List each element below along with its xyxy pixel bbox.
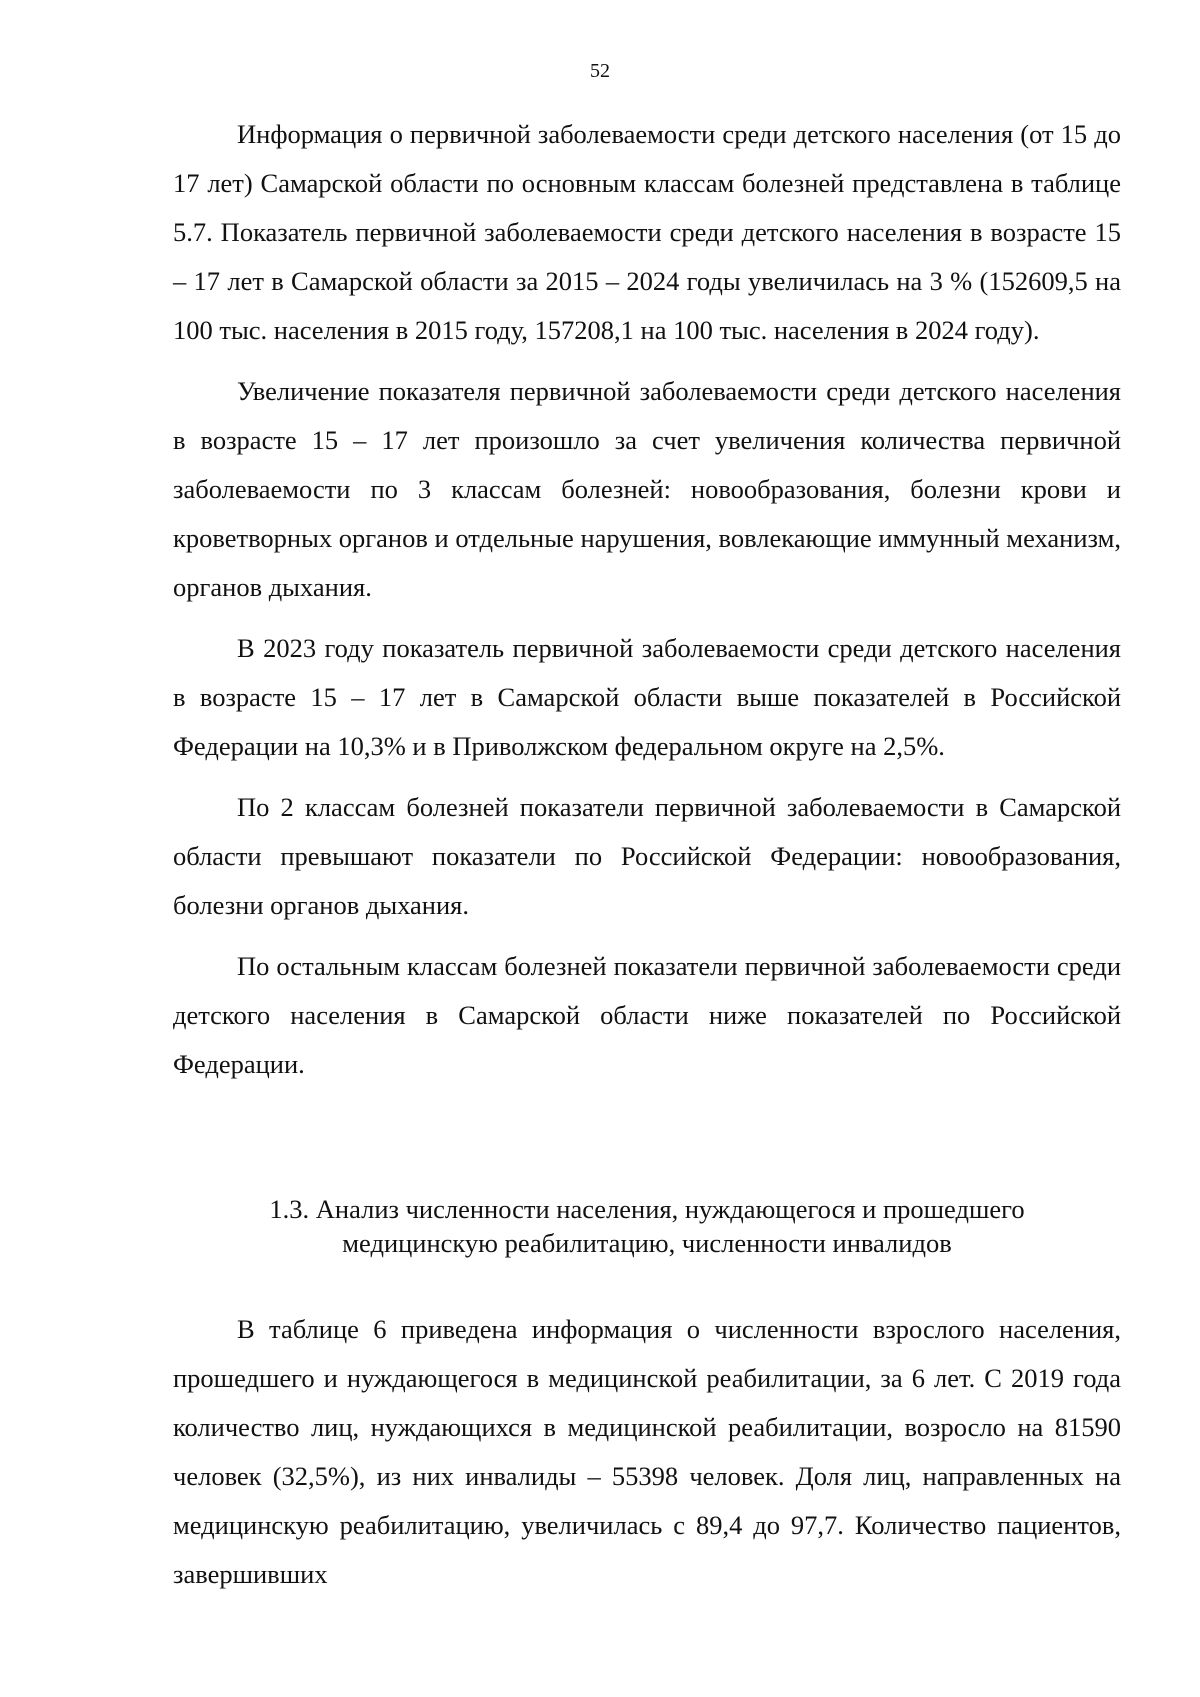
section-paragraph: В таблице 6 приведена информация о численности взрослого населения, прошедшего и нуждающегося в медицинской реабилитации, за 6 лет. С 2019 года количество лиц, нуждающихся в медицинской реабилитации, возросло на 81590 человек (32,5%), из них инвалиды – 55398 человек. Доля лиц, направленных на медицинскую реабилитацию, увеличилась с 89,4 до 97,7. Количество пациентов, завершивших xyxy=(173,1314,1121,1589)
section-heading-line: медицинскую реабилитацию, численности инвалидов xyxy=(342,1228,952,1258)
paragraph: По остальным классам болезней показатели первичной заболеваемости среди детского населения в Самарской области ниже показателей по Российской Федерации. xyxy=(173,951,1121,1079)
page-number: 52 xyxy=(590,60,610,82)
paragraph: Информация о первичной заболеваемости среди детского населения (от 15 до 17 лет) Самарской области по основным классам болезней представлена в таблице 5.7. Показатель первичной заболеваемости среди детского населения в возрасте 15 – 17 лет в Самарской области за 2015 – 2024 годы увеличилась на 3 % (152609,5 на 100 тыс. населения в 2015 году, 157208,1 на 100 тыс. населения в 2024 году). xyxy=(173,119,1121,345)
section-heading xyxy=(173,1192,1121,1260)
section-body xyxy=(173,1305,1121,1599)
paragraph: Увеличение показателя первичной заболеваемости среди детского населения в возрасте 15 – 17 лет произошло за счет увеличения количества первичной заболеваемости по 3 классам болезней: новообразования, болезни крови и кроветворных органов и отдельные нарушения, вовлекающие иммунный механизм, органов дыхания. xyxy=(173,376,1121,602)
paragraph: По 2 классам болезней показатели первичной заболеваемости в Самарской области превышают показатели по Российской Федерации: новообразования, болезни органов дыхания. xyxy=(173,792,1121,920)
section-heading-line: 1.3. Анализ численности населения, нуждающегося и прошедшего xyxy=(269,1194,1025,1224)
body-text-section xyxy=(173,110,1121,1101)
paragraph: В 2023 году показатель первичной заболеваемости среди детского населения в возрасте 15 – 17 лет в Самарской области выше показателей в Российской Федерации на 10,3% и в Приволжском федеральном округе на 2,5%. xyxy=(173,633,1121,761)
